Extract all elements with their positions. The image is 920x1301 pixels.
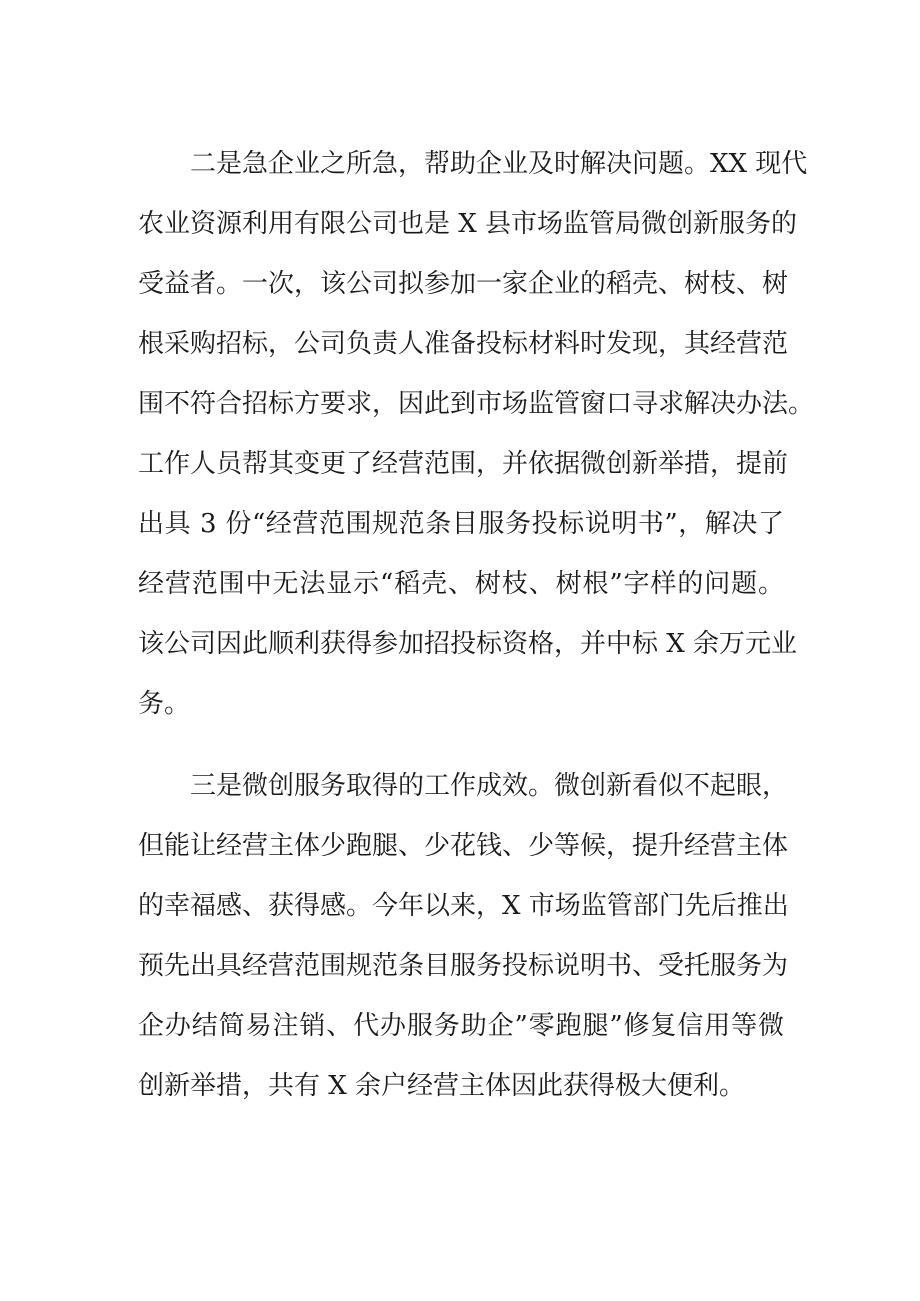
paragraph-1 [138,134,815,734]
text-line: 创新举措，共有 X 余户经营主体因此获得极大便利。 [138,1071,746,1101]
text-line: 出具 3 份“经营范围规范条目服务投标说明书”，解决了 [138,509,784,539]
text-line: 根采购招标，公司负责人准备投标材料时发现，其经营范 [138,329,789,359]
text-line: 受益者。一次，该公司拟参加一家企业的稻壳、树枝、树 [138,269,789,299]
text-line: 的幸福感、获得感。今年以来，X 市场监管部门先后推出 [138,891,789,921]
text-line: 企办结简易注销、代办服务助企”零跑腿”修复信用等微 [138,1011,784,1041]
text-line: 三是微创服务取得的工作成效。微创新看似不起眼， [190,771,789,801]
paragraph-2 [138,756,789,1116]
text-line: 农业资源利用有限公司也是 X 县市场监管局微创新服务的 [138,209,798,239]
text-line: 二是急企业之所急，帮助企业及时解决问题。XX 现代 [190,149,808,179]
text-line: 务。 [138,689,191,719]
text-line: 但能让经营主体少跑腿、少花钱、少等候，提升经营主体 [138,831,789,861]
text-line: 围不符合招标方要求，因此到市场监管窗口寻求解决办法。 [138,389,815,419]
paragraph-spacer [138,734,784,756]
document-body [138,134,815,1116]
text-line: 经营范围中无法显示“稻壳、树枝、树根”字样的问题。 [138,569,784,599]
text-line: 工作人员帮其变更了经营范围，并依据微创新举措，提前 [138,449,789,479]
text-line: 该公司因此顺利获得参加招投标资格，并中标 X 余万元业 [138,629,798,659]
text-line: 预先出具经营范围规范条目服务投标说明书、受托服务为 [138,951,789,981]
